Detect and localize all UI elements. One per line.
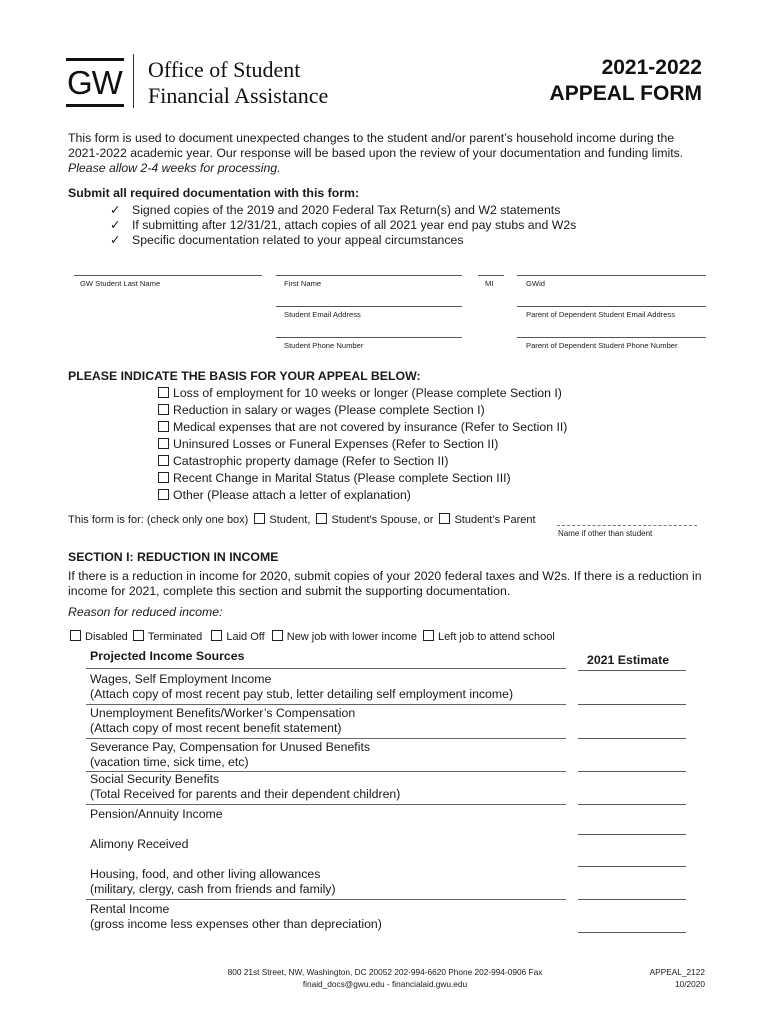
basis-option-label: Other (Please attach a letter of explanation) [173,488,411,502]
amount-field[interactable] [578,834,686,835]
income-source-title: Social Security Benefits [90,772,220,786]
basis-option-label: Uninsured Losses or Funeral Expenses (Refer to Section II) [173,437,499,451]
checkbox[interactable] [158,421,169,432]
income-source-note: (Attach copy of most recent benefit statement) [90,721,342,735]
reason-checkbox[interactable] [423,630,434,641]
basis-option[interactable] [158,402,485,418]
amount-field[interactable] [578,738,686,739]
parent-checkbox[interactable] [439,513,450,524]
checkbox[interactable] [158,438,169,449]
office-name-line1: Office of Student [148,57,301,82]
section1-text: If there is a reduction in income for 2020, submit copies of your 2020 federal taxes and W2s. If there is a reduction in income for 2021, complete this section and submit the supporting documentation. [68,569,702,598]
footer-email-web: finaid_docs@gwu.edu - financialaid.gwu.edu [302,979,468,989]
mi-field[interactable] [478,275,504,276]
other-name-label: Name if other than student [558,529,653,538]
gwid-label: GWid [526,279,545,288]
checkbox[interactable] [158,404,169,415]
checkbox[interactable] [158,489,169,500]
checkmark-icon: ✓ [110,218,121,232]
reason-options [68,630,555,643]
income-source [90,867,336,897]
form-year: 2021-2022 [601,56,702,79]
logo-gw-text: GW [67,64,122,101]
processing-note: Please allow 2-4 weeks for processing. [68,161,281,175]
requirement-text: If submitting after 12/31/21, attach copies of all 2021 year end pay stubs and W2s [132,218,577,232]
footer-contact [170,966,600,990]
income-source-title: Severance Pay, Compensation for Unused Benefits [90,740,371,754]
basis-option-label: Reduction in salary or wages (Please complete Section I) [173,403,485,417]
income-source-title: Unemployment Benefits/Worker’s Compensation [90,706,356,720]
amount-field[interactable] [578,704,686,705]
requirement-text: Signed copies of the 2019 and 2020 Federal Tax Return(s) and W2 statements [132,203,561,217]
logo-divider [133,54,134,108]
footer-address: 800 21st Street, NW, Washington, DC 20052 202-994-6620 Phone 202-994-0906 Fax [227,967,543,977]
last-name-field[interactable] [74,275,262,276]
row-divider [86,738,566,739]
form-title: APPEAL FORM [549,82,702,105]
amount-field[interactable] [578,932,686,933]
reason-label-new-job: New job with lower income [286,631,417,643]
basis-option-label: Loss of employment for 10 weeks or longer (Please complete Section I) [173,386,562,400]
reason-checkbox[interactable] [211,630,222,641]
basis-option-label: Medical expenses that are not covered by insurance (Refer to Section II) [173,420,568,434]
income-source [90,706,355,736]
basis-heading: PLEASE INDICATE THE BASIS FOR YOUR APPEAL BELOW: [68,369,421,383]
student-checkbox[interactable] [254,513,265,524]
last-name-label: GW Student Last Name [80,279,161,288]
requirement-text: Specific documentation related to your appeal circumstances [132,233,464,247]
income-source [90,807,223,822]
basis-option-label: Recent Change in Marital Status (Please complete Section III) [173,471,511,485]
student-phone-field[interactable] [276,337,462,338]
income-source-title: Wages, Self Employment Income [90,672,272,686]
form-code: APPEAL_2122 [649,967,705,977]
spouse-option-label: Student’s Spouse, or [331,514,434,526]
basis-option[interactable] [158,453,448,469]
estimate-heading: 2021 Estimate [587,653,670,667]
income-source-note: (military, clergy, cash from friends and family) [90,882,336,896]
income-source [90,837,188,852]
checkmark-icon: ✓ [110,203,121,217]
first-name-label: First Name [284,279,322,288]
student-phone-label: Student Phone Number [284,341,364,350]
income-source [90,740,370,770]
basis-option[interactable] [158,385,562,401]
income-source-note: (gross income less expenses other than depreciation) [90,917,382,931]
section1-heading: SECTION I: REDUCTION IN INCOME [68,550,279,564]
row-divider [86,668,566,669]
student-option-label: Student, [269,514,311,526]
logo-top-bar [66,58,124,61]
amount-field[interactable] [578,771,686,772]
amount-field[interactable] [578,804,686,805]
basis-option[interactable] [158,470,511,486]
income-source-title: Rental Income [90,902,170,916]
student-email-field[interactable] [276,306,462,307]
requirements-heading: Submit all required documentation with this form: [68,186,360,200]
footer-form-id [600,966,705,990]
reason-label-left-job: Left job to attend school [438,631,555,643]
mi-label: MI [485,279,494,288]
estimate-heading-rule [578,670,686,671]
requirement-item [110,233,464,248]
income-source [90,902,382,932]
row-divider [86,704,566,705]
income-source-note: (vacation time, sick time, etc) [90,755,249,769]
reason-checkbox[interactable] [272,630,283,641]
logo-bottom-bar [66,104,124,107]
checkmark-icon: ✓ [110,233,121,247]
requirement-item [110,203,560,218]
amount-field[interactable] [578,899,686,900]
parent-option-label: Student’s Parent [454,514,536,526]
income-source-title: Pension/Annuity Income [90,807,223,821]
form-date: 10/2020 [675,979,705,989]
checkbox[interactable] [158,455,169,466]
income-source-note: (Total Received for parents and their dependent children) [90,787,401,801]
form-for-prompt: This form is for: (check only one box) [68,514,249,526]
reason-label-disabled: Disabled [85,631,128,643]
reason-label-laid-off: Laid Off [226,631,265,643]
basis-option[interactable] [158,436,498,452]
row-divider [86,804,566,805]
gw-logo [66,58,124,108]
parent-email-field[interactable] [517,306,706,307]
gwid-field[interactable] [517,275,706,276]
office-name-line2: Financial Assistance [148,83,329,108]
first-name-field[interactable] [276,275,462,276]
form-for-row [68,513,536,526]
checkbox[interactable] [158,472,169,483]
reason-checkbox[interactable] [70,630,81,641]
parent-email-label: Parent of Dependent Student Email Address [526,310,676,319]
income-source-note: (Attach copy of most recent pay stub, letter detailing self employment income) [90,687,514,701]
income-source-title: Alimony Received [90,837,189,851]
basis-option[interactable] [158,487,411,503]
reason-label-terminated: Terminated [147,631,203,643]
reason-checkbox[interactable] [133,630,144,641]
reason-label: Reason for reduced income: [68,605,223,619]
intro-text: This form is used to document unexpected changes to the student and/or parent’s household income during the 2021-2022 academic year. Our response will be based upon the review of your documentation and funding limits. [68,131,684,160]
projected-income-heading: Projected Income Sources [90,649,245,663]
parent-phone-label: Parent of Dependent Student Phone Number [526,341,678,350]
requirement-item [110,218,576,233]
income-source [90,772,400,802]
income-source-title: Housing, food, and other living allowances [90,867,321,881]
income-source [90,672,513,702]
checkbox[interactable] [158,387,169,398]
row-divider [86,899,566,900]
basis-option-label: Catastrophic property damage (Refer to Section II) [173,454,449,468]
other-name-field[interactable] [557,525,697,526]
student-email-label: Student Email Address [284,310,361,319]
basis-option[interactable] [158,419,567,435]
amount-field[interactable] [578,866,686,867]
office-name [148,57,328,109]
parent-phone-field[interactable] [517,337,706,338]
spouse-checkbox[interactable] [316,513,327,524]
